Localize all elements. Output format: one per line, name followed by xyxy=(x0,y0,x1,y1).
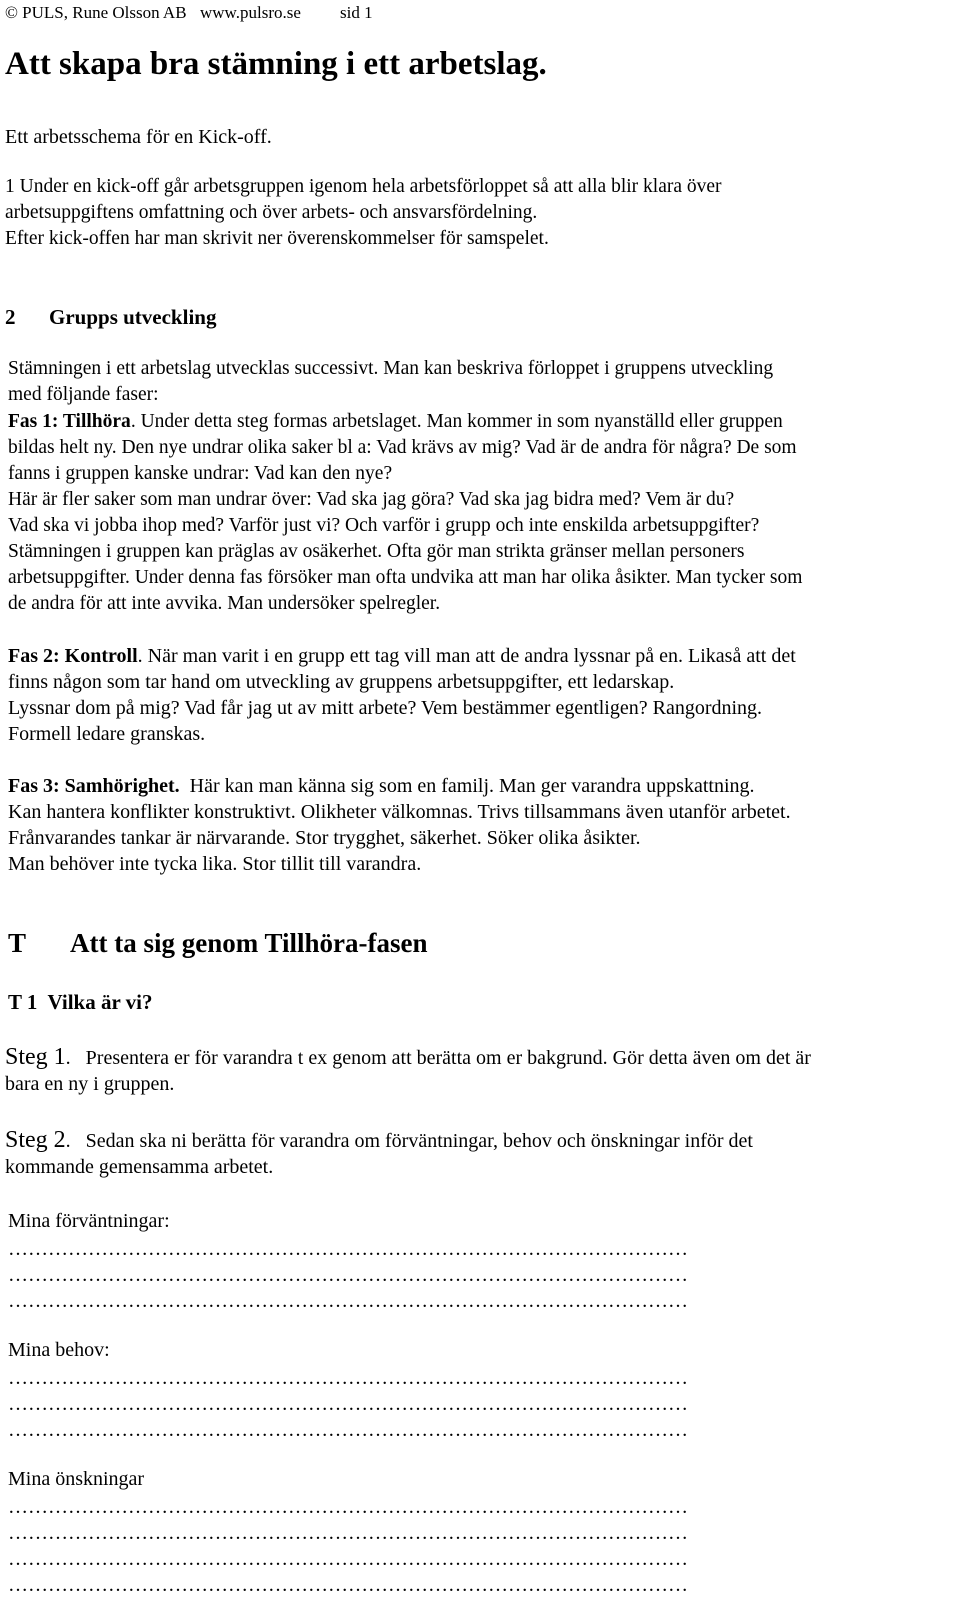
fill-line[interactable]: ………………………………………………………………………………………… xyxy=(8,1393,688,1415)
fas1-block xyxy=(8,409,802,617)
fas1-line: Här är fler saker som man undrar över: Vad ska jag göra? Vad ska jag bidra med? Vem är du? xyxy=(8,489,735,510)
fill-line[interactable]: ………………………………………………………………………………………… xyxy=(8,1264,688,1286)
fas3-line: Här kan man känna sig som en familj. Man ger varandra uppskattning. xyxy=(179,775,755,797)
page-title: Att skapa bra stämning i ett arbetslag. xyxy=(5,46,547,82)
section1-line: Efter kick-offen har man skrivit ner överenskommelser för samspelet. xyxy=(5,228,549,249)
behov-fill-lines[interactable] xyxy=(8,1365,938,1443)
fill-line[interactable]: ………………………………………………………………………………………… xyxy=(8,1548,688,1570)
fas2-line: Formell ledare granskas. xyxy=(8,723,206,745)
onskningar-fill-lines[interactable] xyxy=(8,1494,938,1608)
fas1-line: Vad ska vi jobba ihop med? Varför just vi? Och varför i grupp och inte enskilda arbetsuppgifter? xyxy=(8,515,760,536)
steg2-line: . Sedan ska ni berätta för varandra om förväntningar, behov och önskningar inför det xyxy=(65,1130,753,1152)
forvantningar-fill-lines[interactable] xyxy=(8,1236,938,1314)
behov-label: Mina behov: xyxy=(8,1339,110,1361)
fill-line[interactable]: ………………………………………………………………………………………… xyxy=(8,1419,688,1441)
fas2-line: Lyssnar dom på mig? Vad får jag ut av mitt arbete? Vem bestämmer egentligen? Rangordning. xyxy=(8,697,763,719)
fas3-line: Kan hantera konflikter konstruktivt. Olikheter välkomnas. Trivs tillsammans även utanför arbetet. xyxy=(8,801,791,823)
fas1-line: de andra för att inte avvika. Man undersöker spelregler. xyxy=(8,593,441,614)
steg2-block xyxy=(5,1127,753,1180)
fill-line[interactable]: ………………………………………………………………………………………… xyxy=(8,1290,688,1312)
fas1-line: arbetsuppgifter. Under denna fas försöker man ofta undvika att man har olika åsikter. Man tycker som xyxy=(8,567,803,588)
copyright-text: © PULS, Rune Olsson AB xyxy=(5,3,187,22)
onskningar-label: Mina önskningar xyxy=(8,1468,145,1490)
section2-number: 2 xyxy=(5,305,16,329)
fill-line[interactable]: ………………………………………………………………………………………… xyxy=(8,1238,688,1260)
steg1-label: Steg 1 xyxy=(5,1044,66,1070)
fas1-line: fanns i gruppen kanske undrar: Vad kan den nye? xyxy=(8,463,393,484)
fill-line[interactable]: ………………………………………………………………………………………… xyxy=(8,1574,688,1596)
fas2-line: . När man varit i en grupp ett tag vill man att de andra lyssnar på en. Likaså att det xyxy=(137,645,796,667)
fas2-line: finns någon som tar hand om utveckling av gruppens arbetsuppgifter, ett ledarskap. xyxy=(8,671,675,693)
fas1-line: . Under detta steg formas arbetslaget. Man kommer in som nyanställd eller gruppen xyxy=(130,411,783,432)
fas3-line: Frånvarandes tankar är närvarande. Stor trygghet, säkerhet. Söker olika åsikter. xyxy=(8,827,641,849)
website-link: www.pulsro.se xyxy=(200,3,301,22)
fas3-line: Man behöver inte tycka lika. Stor tillit till varandra. xyxy=(8,853,422,875)
steg1-block xyxy=(5,1044,811,1097)
page-number: sid 1 xyxy=(340,3,373,22)
fas1-line: Stämningen i gruppen kan präglas av osäkerhet. Ofta gör man strikta gränser mellan personers xyxy=(8,541,745,562)
sectionT-heading: Att ta sig genom Tillhöra-fasen xyxy=(70,928,428,958)
steg2-line: kommande gemensamma arbetet. xyxy=(5,1156,274,1178)
fas3-label: Fas 3: Samhörighet. xyxy=(8,775,180,797)
section2-intro xyxy=(8,356,773,408)
subtitle: Ett arbetsschema för en Kick-off. xyxy=(5,126,272,148)
section1-paragraph xyxy=(5,174,722,252)
section1-line: arbetsuppgiftens omfattning och över arbets- och ansvarsfördelning. xyxy=(5,202,538,223)
fas3-block xyxy=(8,773,791,877)
fas1-line: bildas helt ny. Den nye undrar olika saker bl a: Vad krävs av mig? Vad är de andra för några? De som xyxy=(8,437,797,458)
fill-line[interactable]: ………………………………………………………………………………………… xyxy=(8,1496,688,1518)
intro-line: med följande faser: xyxy=(8,384,159,405)
fill-line[interactable]: ………………………………………………………………………………………… xyxy=(8,1367,688,1389)
section2-heading: Grupps utveckling xyxy=(49,305,217,329)
fas2-label: Fas 2: Kontroll xyxy=(8,645,138,667)
steg2-label: Steg 2 xyxy=(5,1127,66,1153)
page-header xyxy=(5,3,187,23)
steg1-line: . Presentera er för varandra t ex genom att berätta om er bakgrund. Gör detta även om det är xyxy=(65,1047,811,1069)
fas2-block xyxy=(8,643,796,747)
fas1-label: Fas 1: Tillhöra xyxy=(8,411,131,432)
sectionT-letter: T xyxy=(8,928,27,958)
sectionT-subheading: T 1 Vilka är vi? xyxy=(8,990,153,1014)
steg1-line: bara en ny i gruppen. xyxy=(5,1073,175,1095)
intro-line: Stämningen i ett arbetslag utvecklas successivt. Man kan beskriva förloppet i gruppens utveckling xyxy=(8,358,774,379)
forvantningar-label: Mina förväntningar: xyxy=(8,1210,170,1232)
section1-line: 1 Under en kick-off går arbetsgruppen igenom hela arbetsförloppet så att alla blir klara över xyxy=(5,176,722,197)
fill-line[interactable]: ………………………………………………………………………………………… xyxy=(8,1522,688,1544)
